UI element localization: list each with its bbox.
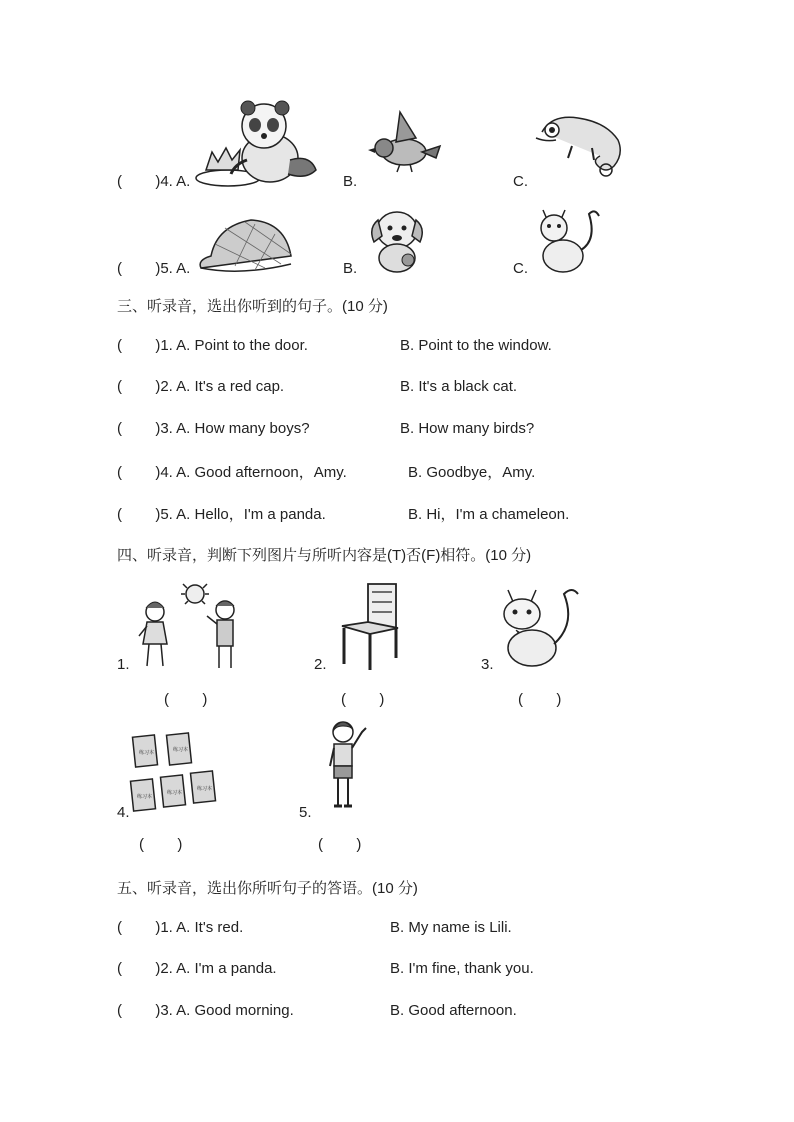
item-number: 3.: [481, 656, 494, 673]
option-b-text: B. Hi，I'm a chameleon.: [408, 506, 570, 523]
book-label: 练习本: [167, 790, 183, 796]
question-prefix: ( )5. A.: [117, 260, 191, 277]
question-prefix: ( )1. A. It's red.: [117, 919, 244, 936]
question-prefix: ( )2. A. It's a red cap.: [117, 378, 285, 395]
children-greeting-sun-icon: [133, 580, 243, 672]
option-b-text: B. Point to the window.: [400, 337, 552, 354]
cap-icon: [195, 214, 295, 274]
book-label: 练习本: [173, 747, 189, 753]
answer-blank[interactable]: ( ): [164, 691, 208, 708]
option-b-text: B. My name is Lili.: [390, 919, 512, 936]
option-b-text: B. I'm fine, thank you.: [390, 960, 534, 977]
question-prefix: ( )5. A. Hello，I'm a panda.: [117, 506, 326, 523]
option-b-label: B.: [343, 173, 358, 190]
question-prefix: ( )1. A. Point to the door.: [117, 337, 308, 354]
answer-blank[interactable]: ( ): [341, 691, 385, 708]
item-number: 2.: [314, 656, 327, 673]
answer-blank[interactable]: ( ): [139, 836, 183, 853]
question-prefix: ( )3. A. How many boys?: [117, 420, 310, 437]
option-b-label: B.: [343, 260, 358, 277]
exercise-books-icon: [128, 732, 222, 814]
item-number: 5.: [299, 804, 312, 821]
question-prefix: ( )3. A. Good morning.: [117, 1002, 294, 1019]
option-b-text: B. Goodbye，Amy.: [408, 464, 536, 481]
book-label: 练习本: [197, 786, 213, 792]
answer-blank[interactable]: ( ): [318, 836, 362, 853]
question-prefix: ( )4. A.: [117, 173, 191, 190]
panda-icon: [192, 100, 322, 188]
cat-icon: [498, 586, 580, 670]
option-c-label: C.: [513, 173, 528, 190]
girl-waving-icon: [326, 718, 370, 814]
answer-blank[interactable]: ( ): [518, 691, 562, 708]
dog-icon: [364, 206, 430, 274]
cat-icon: [535, 204, 603, 276]
option-b-text: B. How many birds?: [400, 420, 535, 437]
book-label: 练习本: [137, 794, 153, 800]
option-b-text: B. Good afternoon.: [390, 1002, 517, 1019]
book-label: 练习本: [139, 750, 155, 756]
option-b-text: B. It's a black cat.: [400, 378, 518, 395]
section-heading: 三、听录音，选出你听到的句子。(10 分): [117, 298, 388, 315]
section-heading: 五、听录音，选出你所听句子的答语。(10 分): [117, 880, 418, 897]
item-number: 4.: [117, 804, 130, 821]
section-heading: 四、听录音，判断下列图片与所听内容是(T)否(F)相符。(10 分): [117, 547, 532, 564]
question-prefix: ( )4. A. Good afternoon，Amy.: [117, 464, 347, 481]
chameleon-icon: [532, 108, 628, 188]
option-c-label: C.: [513, 260, 528, 277]
question-prefix: ( )2. A. I'm a panda.: [117, 960, 277, 977]
item-number: 1.: [117, 656, 130, 673]
chair-icon: [338, 580, 404, 672]
bird-icon: [362, 108, 442, 174]
